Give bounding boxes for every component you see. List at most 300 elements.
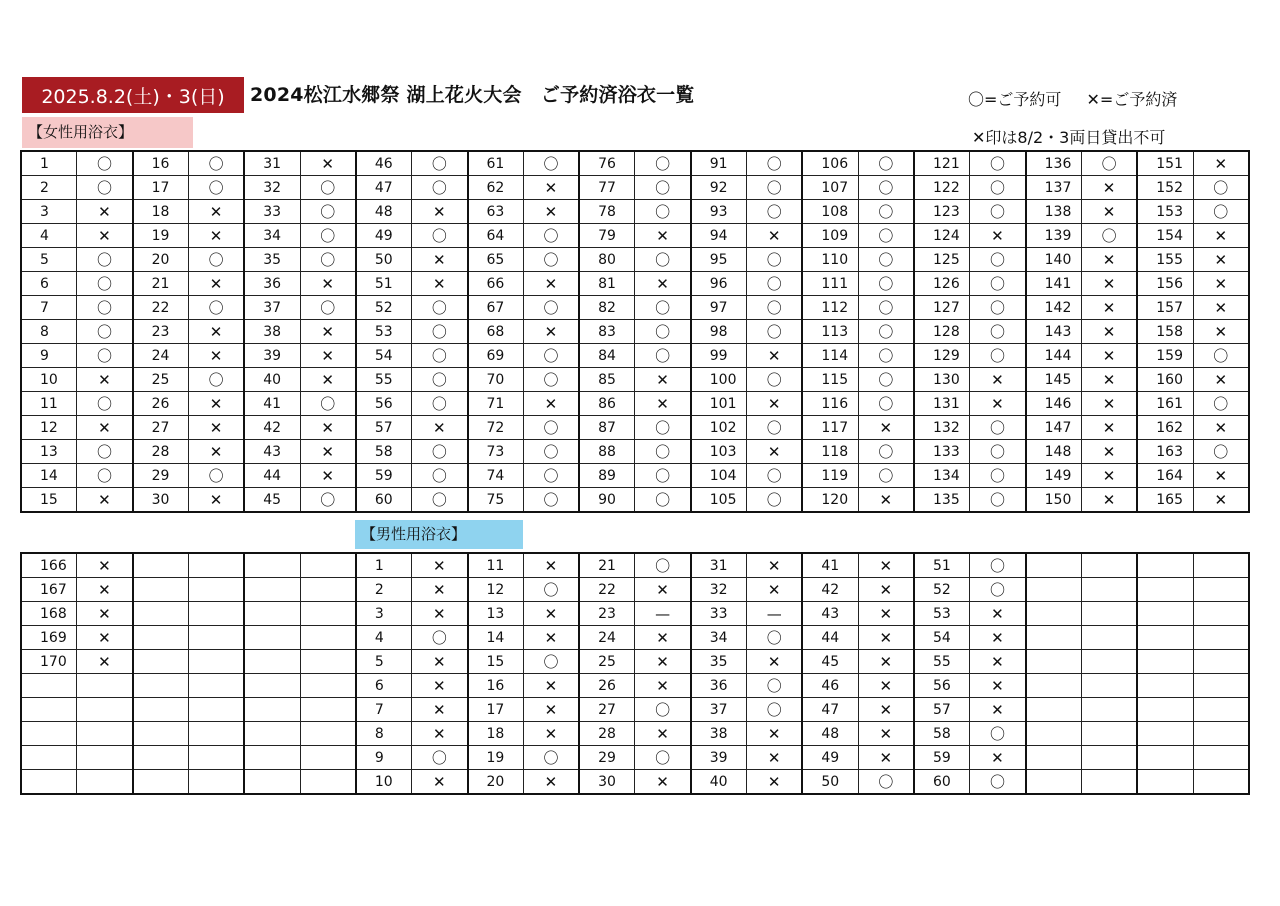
availability-mark: 〇	[747, 151, 803, 176]
availability-mark: 〇	[970, 200, 1026, 224]
availability-mark: 〇	[635, 176, 691, 200]
availability-mark: 〇	[747, 368, 803, 392]
yukata-number: 43	[244, 440, 300, 464]
availability-mark: ✕	[970, 650, 1026, 674]
yukata-number: 53	[356, 320, 412, 344]
availability-mark: ✕	[523, 200, 579, 224]
availability-mark: 〇	[77, 272, 133, 296]
yukata-number: 6	[21, 272, 77, 296]
availability-mark: ✕	[188, 416, 244, 440]
yukata-number: 143	[1026, 320, 1082, 344]
table-row	[21, 416, 1249, 440]
yukata-number: 32	[244, 176, 300, 200]
availability-mark: 〇	[970, 296, 1026, 320]
empty-cell	[244, 650, 300, 674]
availability-mark: ✕	[747, 392, 803, 416]
yukata-number: 108	[802, 200, 858, 224]
yukata-number: 136	[1026, 151, 1082, 176]
yukata-number: 163	[1137, 440, 1193, 464]
availability-mark: 〇	[523, 248, 579, 272]
availability-mark: 〇	[635, 248, 691, 272]
availability-mark: 〇	[300, 296, 356, 320]
availability-mark: ✕	[300, 344, 356, 368]
availability-mark: ✕	[523, 392, 579, 416]
availability-mark: 〇	[300, 224, 356, 248]
yukata-number: 130	[914, 368, 970, 392]
table-row	[21, 176, 1249, 200]
availability-mark: ✕	[1081, 440, 1137, 464]
yukata-number: 7	[356, 698, 412, 722]
availability-mark: ✕	[747, 650, 803, 674]
availability-mark: ✕	[747, 746, 803, 770]
yukata-number: 133	[914, 440, 970, 464]
yukata-number: 23	[133, 320, 189, 344]
yukata-number: 102	[691, 416, 747, 440]
yukata-number: 114	[802, 344, 858, 368]
availability-mark: 〇	[970, 722, 1026, 746]
availability-mark: 〇	[747, 464, 803, 488]
availability-mark: 〇	[523, 746, 579, 770]
yukata-number: 168	[21, 602, 77, 626]
yukata-number: 39	[691, 746, 747, 770]
yukata-number: 55	[356, 368, 412, 392]
availability-mark: ✕	[858, 674, 914, 698]
availability-mark: 〇	[188, 248, 244, 272]
availability-mark: 〇	[970, 488, 1026, 513]
yukata-number: 32	[691, 578, 747, 602]
availability-mark: ✕	[77, 224, 133, 248]
empty-cell	[300, 674, 356, 698]
yukata-number: 61	[468, 151, 524, 176]
yukata-number: 26	[133, 392, 189, 416]
yukata-number: 122	[914, 176, 970, 200]
availability-mark: ✕	[188, 272, 244, 296]
availability-mark: 〇	[1193, 440, 1249, 464]
availability-mark: ✕	[77, 602, 133, 626]
availability-mark: 〇	[77, 320, 133, 344]
availability-mark: ✕	[300, 368, 356, 392]
availability-mark: 〇	[635, 698, 691, 722]
availability-mark: ✕	[412, 674, 468, 698]
yukata-number: 19	[133, 224, 189, 248]
empty-cell	[77, 722, 133, 746]
availability-mark: 〇	[523, 368, 579, 392]
availability-mark: ✕	[412, 602, 468, 626]
availability-mark: 〇	[858, 200, 914, 224]
availability-mark: 〇	[858, 248, 914, 272]
yukata-number: 119	[802, 464, 858, 488]
empty-cell	[188, 674, 244, 698]
availability-mark: ✕	[747, 440, 803, 464]
availability-mark: ✕	[970, 626, 1026, 650]
yukata-number: 12	[21, 416, 77, 440]
yukata-number: 42	[244, 416, 300, 440]
empty-cell	[188, 722, 244, 746]
yukata-number: 90	[579, 488, 635, 513]
bottom-yukata-table	[20, 552, 1250, 795]
yukata-number: 86	[579, 392, 635, 416]
yukata-number: 144	[1026, 344, 1082, 368]
empty-cell	[1137, 626, 1193, 650]
empty-cell	[1137, 553, 1193, 578]
availability-mark: 〇	[412, 392, 468, 416]
yukata-number: 17	[133, 176, 189, 200]
availability-mark: —	[635, 602, 691, 626]
yukata-number: 58	[914, 722, 970, 746]
yukata-number: 107	[802, 176, 858, 200]
availability-mark: ✕	[970, 746, 1026, 770]
yukata-number: 169	[21, 626, 77, 650]
empty-cell	[1137, 674, 1193, 698]
empty-cell	[1026, 626, 1082, 650]
page-title: 2024松江水郷祭 湖上花火大会 ご予約済浴衣一覧	[250, 84, 695, 106]
yukata-number: 81	[579, 272, 635, 296]
yukata-number: 7	[21, 296, 77, 320]
table-row	[21, 650, 1249, 674]
availability-mark: ✕	[412, 578, 468, 602]
empty-cell	[300, 578, 356, 602]
availability-mark: 〇	[412, 440, 468, 464]
availability-mark: ✕	[1193, 464, 1249, 488]
yukata-number: 141	[1026, 272, 1082, 296]
yukata-number: 37	[244, 296, 300, 320]
yukata-number: 74	[468, 464, 524, 488]
availability-mark: 〇	[858, 224, 914, 248]
empty-cell	[133, 650, 189, 674]
availability-mark: ✕	[635, 368, 691, 392]
yukata-number: 4	[21, 224, 77, 248]
yukata-number: 67	[468, 296, 524, 320]
empty-cell	[188, 578, 244, 602]
yukata-number: 25	[133, 368, 189, 392]
empty-cell	[300, 650, 356, 674]
availability-mark: ✕	[412, 698, 468, 722]
yukata-number: 9	[356, 746, 412, 770]
availability-mark: ✕	[300, 416, 356, 440]
availability-mark: 〇	[412, 464, 468, 488]
availability-mark: ✕	[1081, 320, 1137, 344]
empty-cell	[1137, 650, 1193, 674]
yukata-number: 153	[1137, 200, 1193, 224]
availability-mark: 〇	[412, 296, 468, 320]
yukata-number: 27	[579, 698, 635, 722]
availability-mark: ✕	[858, 698, 914, 722]
empty-cell	[133, 722, 189, 746]
yukata-number: 53	[914, 602, 970, 626]
yukata-number: 73	[468, 440, 524, 464]
yukata-number: 58	[356, 440, 412, 464]
availability-mark: ✕	[412, 200, 468, 224]
yukata-number: 71	[468, 392, 524, 416]
table-row	[21, 392, 1249, 416]
empty-cell	[1137, 578, 1193, 602]
empty-cell	[1193, 746, 1249, 770]
availability-mark: ✕	[1193, 296, 1249, 320]
availability-mark: 〇	[77, 440, 133, 464]
availability-mark: ✕	[1193, 416, 1249, 440]
availability-mark: ✕	[188, 200, 244, 224]
empty-cell	[244, 578, 300, 602]
yukata-number: 68	[468, 320, 524, 344]
yukata-number: 24	[133, 344, 189, 368]
yukata-number: 49	[802, 746, 858, 770]
table-row	[21, 272, 1249, 296]
yukata-number: 25	[579, 650, 635, 674]
yukata-number: 148	[1026, 440, 1082, 464]
yukata-number: 8	[356, 722, 412, 746]
availability-mark: ✕	[412, 416, 468, 440]
empty-cell	[133, 626, 189, 650]
availability-mark: 〇	[188, 464, 244, 488]
availability-mark: 〇	[747, 626, 803, 650]
availability-mark: 〇	[523, 416, 579, 440]
availability-mark: 〇	[523, 464, 579, 488]
empty-cell	[21, 746, 77, 770]
empty-cell	[244, 770, 300, 795]
yukata-number: 11	[21, 392, 77, 416]
availability-mark: 〇	[747, 674, 803, 698]
yukata-number: 45	[244, 488, 300, 513]
rental-note: ✕印は8/2・3両日貸出不可	[972, 128, 1166, 147]
yukata-number: 126	[914, 272, 970, 296]
yukata-number: 37	[691, 698, 747, 722]
availability-mark: 〇	[858, 176, 914, 200]
availability-mark: ✕	[412, 553, 468, 578]
yukata-number: 104	[691, 464, 747, 488]
yukata-number: 147	[1026, 416, 1082, 440]
availability-mark: ✕	[747, 722, 803, 746]
yukata-number: 35	[691, 650, 747, 674]
availability-mark: ✕	[1081, 344, 1137, 368]
empty-cell	[188, 650, 244, 674]
yukata-number: 137	[1026, 176, 1082, 200]
availability-mark: ✕	[1193, 320, 1249, 344]
availability-mark: ✕	[970, 602, 1026, 626]
yukata-number: 40	[691, 770, 747, 795]
availability-mark: 〇	[412, 320, 468, 344]
empty-cell	[133, 698, 189, 722]
empty-cell	[1026, 698, 1082, 722]
availability-mark: 〇	[858, 320, 914, 344]
empty-cell	[300, 722, 356, 746]
yukata-number: 3	[356, 602, 412, 626]
availability-mark: ✕	[970, 368, 1026, 392]
yukata-number: 96	[691, 272, 747, 296]
table-row	[21, 248, 1249, 272]
yukata-number: 124	[914, 224, 970, 248]
yukata-number: 46	[802, 674, 858, 698]
yukata-number: 16	[468, 674, 524, 698]
availability-mark: 〇	[412, 151, 468, 176]
table-row	[21, 746, 1249, 770]
availability-mark: ✕	[77, 626, 133, 650]
empty-cell	[1193, 770, 1249, 795]
empty-cell	[77, 746, 133, 770]
table-row	[21, 488, 1249, 513]
availability-mark: 〇	[77, 344, 133, 368]
yukata-number: 35	[244, 248, 300, 272]
yukata-number: 77	[579, 176, 635, 200]
availability-mark: 〇	[300, 176, 356, 200]
availability-mark: 〇	[747, 488, 803, 513]
yukata-number: 105	[691, 488, 747, 513]
yukata-number: 13	[468, 602, 524, 626]
empty-cell	[244, 602, 300, 626]
empty-cell	[133, 770, 189, 795]
yukata-number: 51	[914, 553, 970, 578]
empty-cell	[1081, 674, 1137, 698]
empty-cell	[1193, 553, 1249, 578]
availability-mark: ✕	[188, 224, 244, 248]
yukata-number: 155	[1137, 248, 1193, 272]
availability-mark: 〇	[635, 440, 691, 464]
availability-mark: 〇	[858, 770, 914, 795]
yukata-number: 113	[802, 320, 858, 344]
availability-mark: ✕	[412, 722, 468, 746]
yukata-number: 82	[579, 296, 635, 320]
availability-mark: 〇	[412, 176, 468, 200]
availability-mark: 〇	[747, 248, 803, 272]
table-row	[21, 602, 1249, 626]
empty-cell	[1026, 722, 1082, 746]
availability-mark: 〇	[858, 296, 914, 320]
empty-cell	[1193, 626, 1249, 650]
yukata-number: 16	[133, 151, 189, 176]
availability-mark: ✕	[1081, 464, 1137, 488]
availability-mark: 〇	[970, 770, 1026, 795]
yukata-number: 51	[356, 272, 412, 296]
yukata-number: 92	[691, 176, 747, 200]
availability-mark: 〇	[1193, 200, 1249, 224]
availability-mark: ✕	[523, 698, 579, 722]
yukata-number: 76	[579, 151, 635, 176]
yukata-number: 167	[21, 578, 77, 602]
empty-cell	[300, 698, 356, 722]
empty-cell	[188, 746, 244, 770]
availability-mark: 〇	[523, 151, 579, 176]
yukata-number: 79	[579, 224, 635, 248]
empty-cell	[77, 698, 133, 722]
availability-mark: 〇	[970, 440, 1026, 464]
yukata-number: 149	[1026, 464, 1082, 488]
availability-mark: ✕	[188, 392, 244, 416]
yukata-number: 110	[802, 248, 858, 272]
yukata-number: 18	[133, 200, 189, 224]
men-section-label: 【男性用浴衣】	[355, 520, 523, 549]
yukata-number: 72	[468, 416, 524, 440]
legend	[968, 87, 1177, 110]
availability-mark: ✕	[970, 224, 1026, 248]
yukata-number: 47	[356, 176, 412, 200]
yukata-number: 134	[914, 464, 970, 488]
availability-mark: 〇	[970, 578, 1026, 602]
empty-cell	[1193, 722, 1249, 746]
yukata-number: 34	[691, 626, 747, 650]
availability-mark: 〇	[747, 296, 803, 320]
yukata-number: 70	[468, 368, 524, 392]
yukata-number: 41	[244, 392, 300, 416]
yukata-number: 83	[579, 320, 635, 344]
yukata-number: 142	[1026, 296, 1082, 320]
availability-mark: 〇	[1193, 344, 1249, 368]
yukata-number: 117	[802, 416, 858, 440]
yukata-number: 80	[579, 248, 635, 272]
availability-mark: ✕	[1081, 392, 1137, 416]
yukata-number: 28	[579, 722, 635, 746]
availability-mark: 〇	[77, 296, 133, 320]
availability-mark: 〇	[970, 553, 1026, 578]
availability-mark: ✕	[747, 553, 803, 578]
availability-mark: ✕	[858, 746, 914, 770]
availability-mark: ✕	[1081, 176, 1137, 200]
empty-cell	[244, 674, 300, 698]
yukata-number: 20	[468, 770, 524, 795]
table-row	[21, 440, 1249, 464]
availability-mark: ✕	[635, 650, 691, 674]
empty-cell	[133, 674, 189, 698]
yukata-number: 31	[691, 553, 747, 578]
yukata-number: 10	[356, 770, 412, 795]
empty-cell	[1081, 650, 1137, 674]
empty-cell	[188, 602, 244, 626]
yukata-number: 103	[691, 440, 747, 464]
yukata-number: 46	[356, 151, 412, 176]
availability-mark: ✕	[523, 674, 579, 698]
availability-mark: ✕	[635, 392, 691, 416]
yukata-number: 33	[244, 200, 300, 224]
availability-mark: ✕	[635, 770, 691, 795]
yukata-number: 156	[1137, 272, 1193, 296]
availability-mark: 〇	[747, 200, 803, 224]
yukata-number: 20	[133, 248, 189, 272]
yukata-number: 97	[691, 296, 747, 320]
yukata-number: 95	[691, 248, 747, 272]
yukata-number: 152	[1137, 176, 1193, 200]
empty-cell	[77, 770, 133, 795]
availability-mark: ✕	[188, 344, 244, 368]
table-row	[21, 770, 1249, 795]
availability-mark: 〇	[635, 296, 691, 320]
availability-mark: ✕	[858, 553, 914, 578]
table-row	[21, 368, 1249, 392]
empty-cell	[1081, 578, 1137, 602]
yukata-number: 131	[914, 392, 970, 416]
yukata-number: 59	[914, 746, 970, 770]
availability-mark: ✕	[523, 176, 579, 200]
empty-cell	[1193, 578, 1249, 602]
availability-mark: 〇	[188, 176, 244, 200]
availability-mark: 〇	[635, 416, 691, 440]
yukata-number: 18	[468, 722, 524, 746]
yukata-number: 121	[914, 151, 970, 176]
availability-mark: ✕	[523, 553, 579, 578]
availability-mark: ✕	[1193, 488, 1249, 513]
availability-mark: 〇	[523, 488, 579, 513]
table-row	[21, 578, 1249, 602]
availability-mark: ✕	[523, 320, 579, 344]
availability-mark: ✕	[1081, 200, 1137, 224]
yukata-number: 111	[802, 272, 858, 296]
yukata-number: 88	[579, 440, 635, 464]
table-row	[21, 344, 1249, 368]
availability-mark: ✕	[858, 488, 914, 513]
availability-mark: 〇	[300, 200, 356, 224]
yukata-number: 158	[1137, 320, 1193, 344]
availability-mark: 〇	[970, 416, 1026, 440]
yukata-number: 28	[133, 440, 189, 464]
availability-mark: ✕	[1193, 272, 1249, 296]
empty-cell	[133, 578, 189, 602]
